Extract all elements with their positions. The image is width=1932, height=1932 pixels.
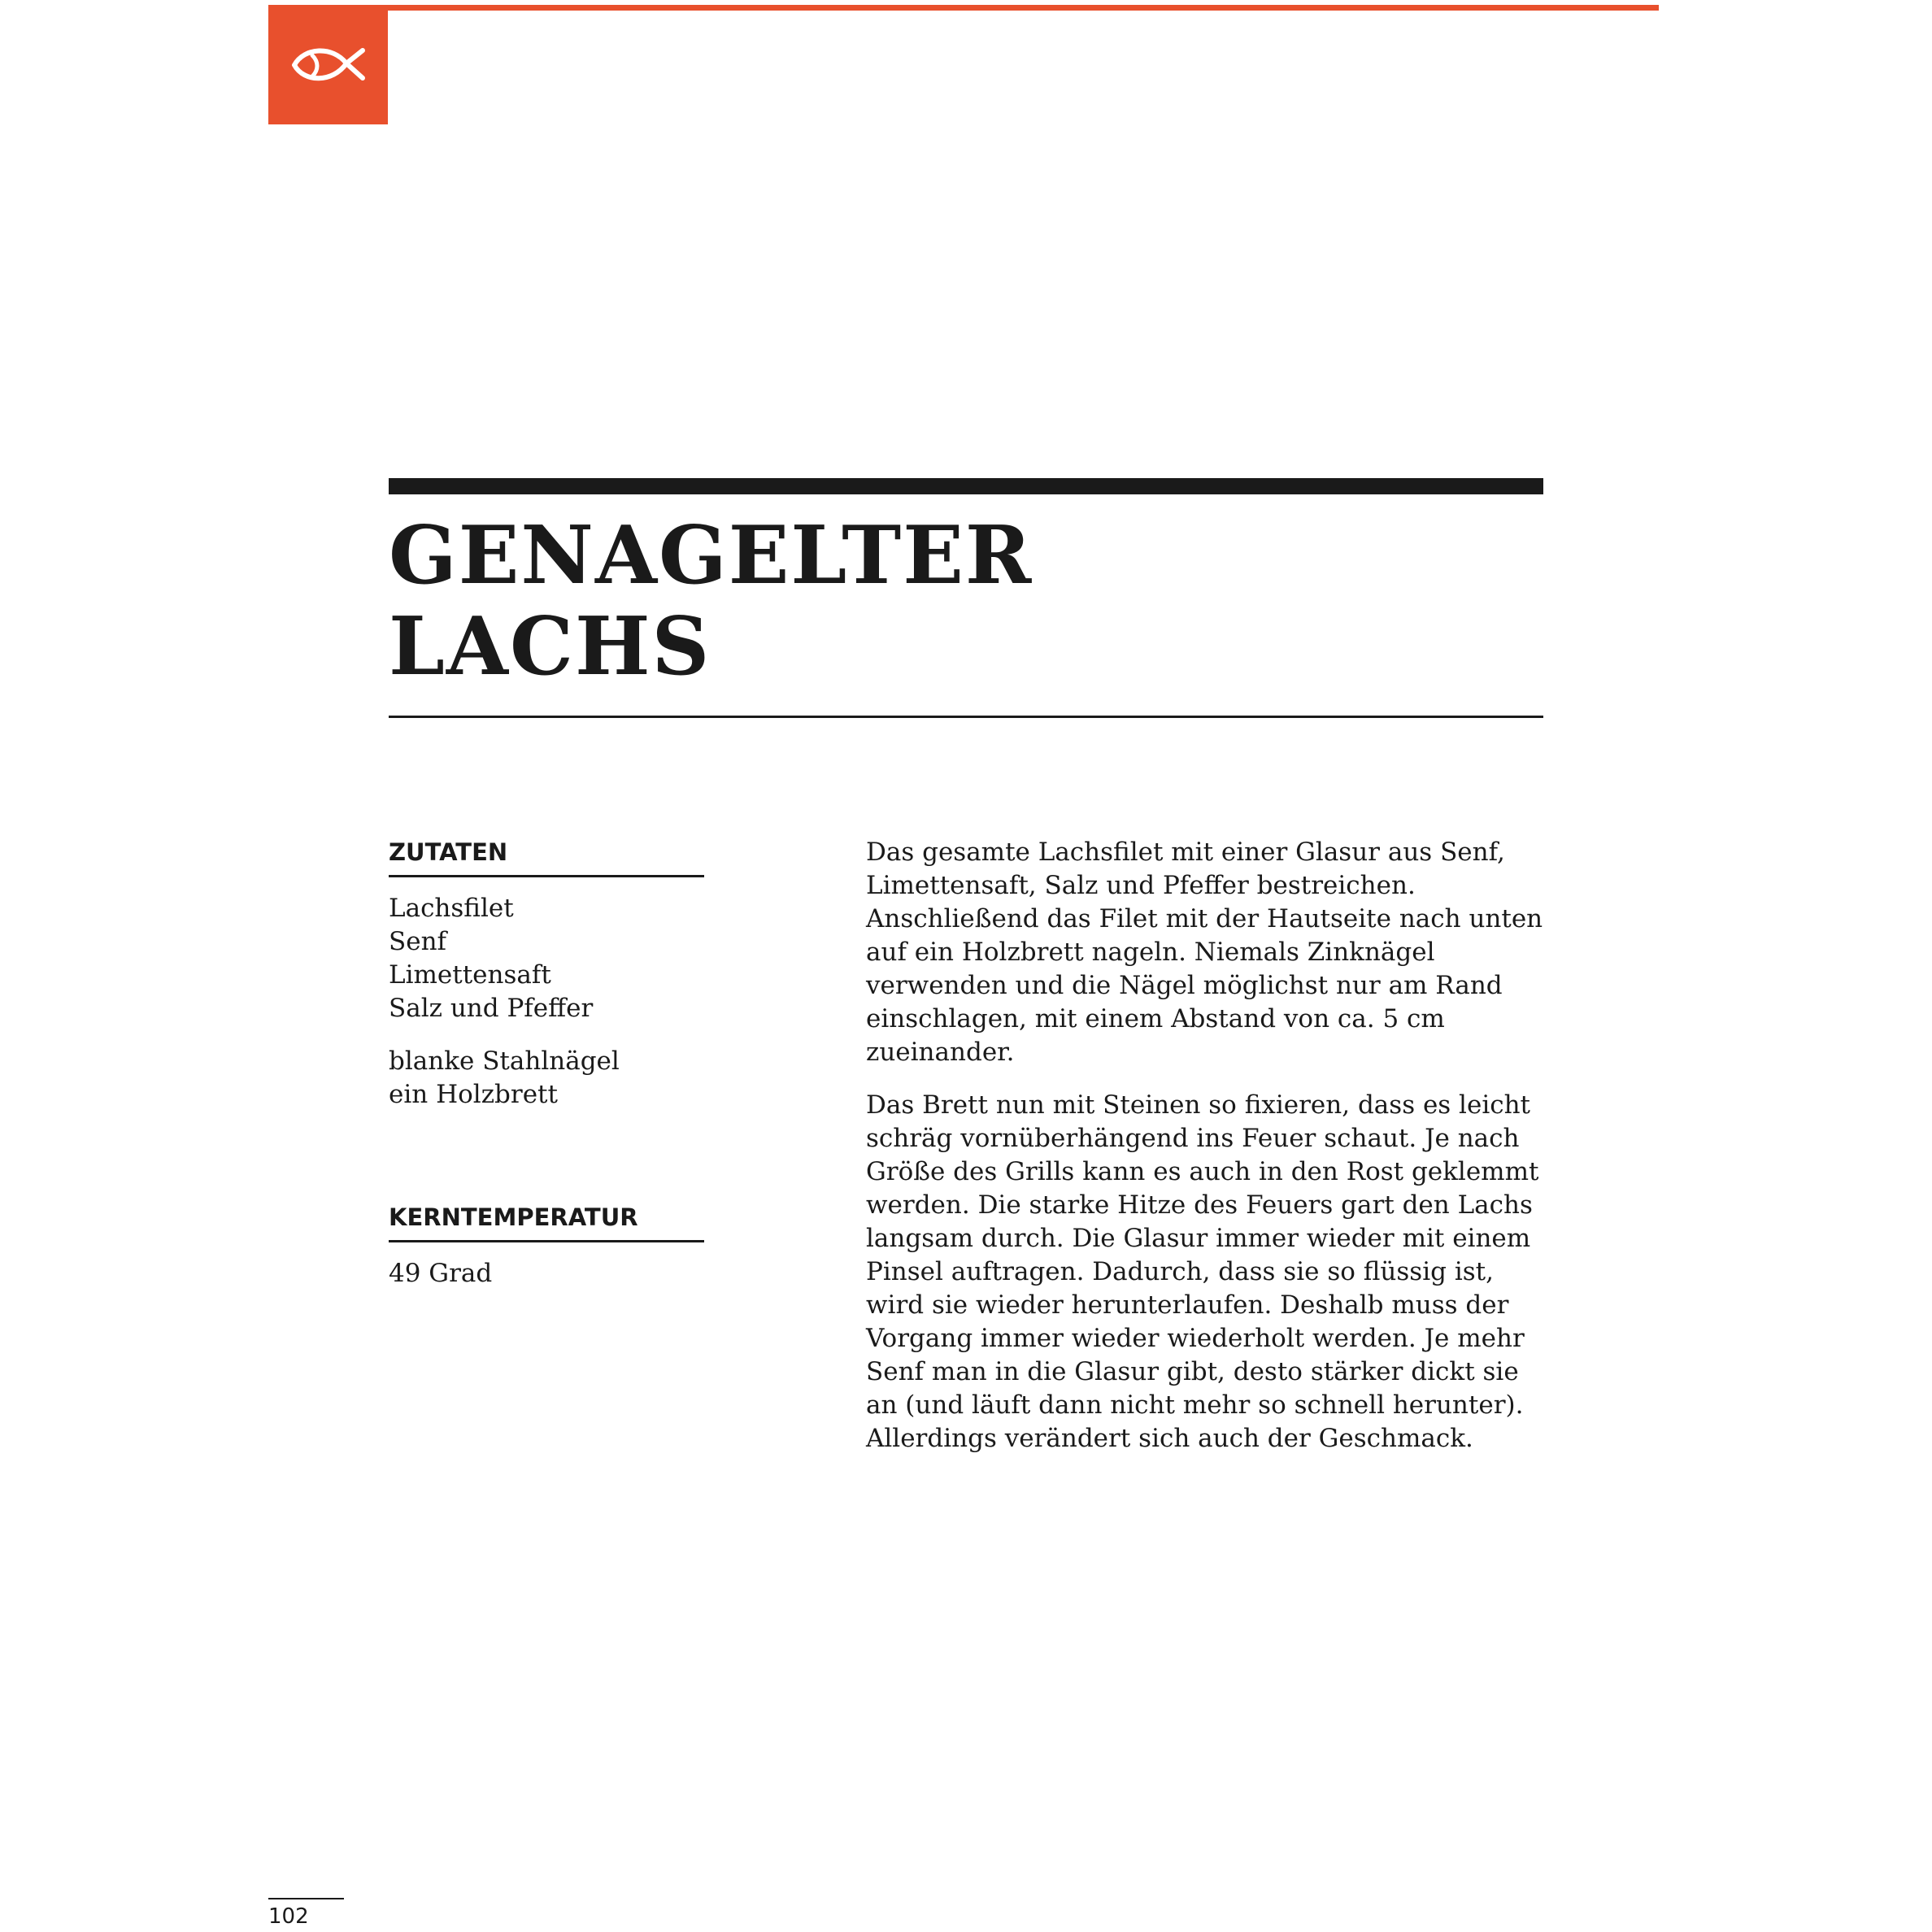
title-bottom-rule (389, 716, 1543, 718)
recipe-title (389, 511, 1543, 693)
ingredient-item: blanke Stahlnägel (389, 1046, 620, 1076)
recipe-title-line-2: LACHS (389, 600, 711, 694)
ingredients-section (389, 834, 704, 1112)
instructions-text (866, 836, 1557, 1475)
page-number-rule (268, 1898, 344, 1899)
core-temperature-value: 49 Grad (389, 1259, 493, 1288)
ingredient-item: Limettensaft (389, 960, 551, 990)
recipe-sidebar (389, 834, 704, 1290)
ingredients-list-tools (389, 1045, 704, 1112)
core-temperature-section (389, 1199, 704, 1290)
ingredient-item: Lachsfilet (389, 894, 514, 923)
ingredients-heading: ZUTATEN (389, 834, 704, 877)
ingredient-item: Salz und Pfeffer (389, 994, 594, 1023)
category-badge (268, 5, 388, 124)
ingredient-item: Senf (389, 927, 447, 956)
ingredient-item: ein Holzbrett (389, 1080, 558, 1109)
top-accent-rule (268, 5, 1659, 11)
core-temperature-heading: KERNTEMPERATUR (389, 1199, 704, 1242)
ingredients-list-main (389, 892, 704, 1025)
title-top-bar (389, 478, 1543, 494)
page-number: 102 (268, 1904, 309, 1929)
instructions-paragraph-2: Das Brett nun mit Steinen so fixieren, dass es leicht schräg vornüberhängend ins Feuer schaut. Je nach Größe des Grills kann es auch in den Rost geklemmt werden. Die starke Hitze des Feuers gart den Lachs langsam durch. Die Glasur immer wieder mit einem Pinsel auftragen. Dadurch, dass sie so flüssig ist, wird sie wieder herunterlaufen. Deshalb muss der Vorgang immer wieder wiederholt werden. Je mehr Senf man in die Glasur gibt, desto stärker dickt sie an (und läuft dann nicht mehr so schnell herunter). Allerdings verändert sich auch der Geschmack. (866, 1090, 1539, 1453)
recipe-title-line-1: GENAGELTER (389, 509, 1033, 603)
fish-icon (288, 41, 369, 89)
instructions-paragraph-1: Das gesamte Lachsfilet mit einer Glasur aus Senf, Limettensaft, Salz und Pfeffer bestreichen. Anschließend das Filet mit der Hautseite nach unten auf ein Holzbrett nageln. Niemals Zinknägel verwenden und die Nägel möglichst nur am Rand einschlagen, mit einem Abstand von ca. 5 cm zueinander. (866, 838, 1543, 1067)
